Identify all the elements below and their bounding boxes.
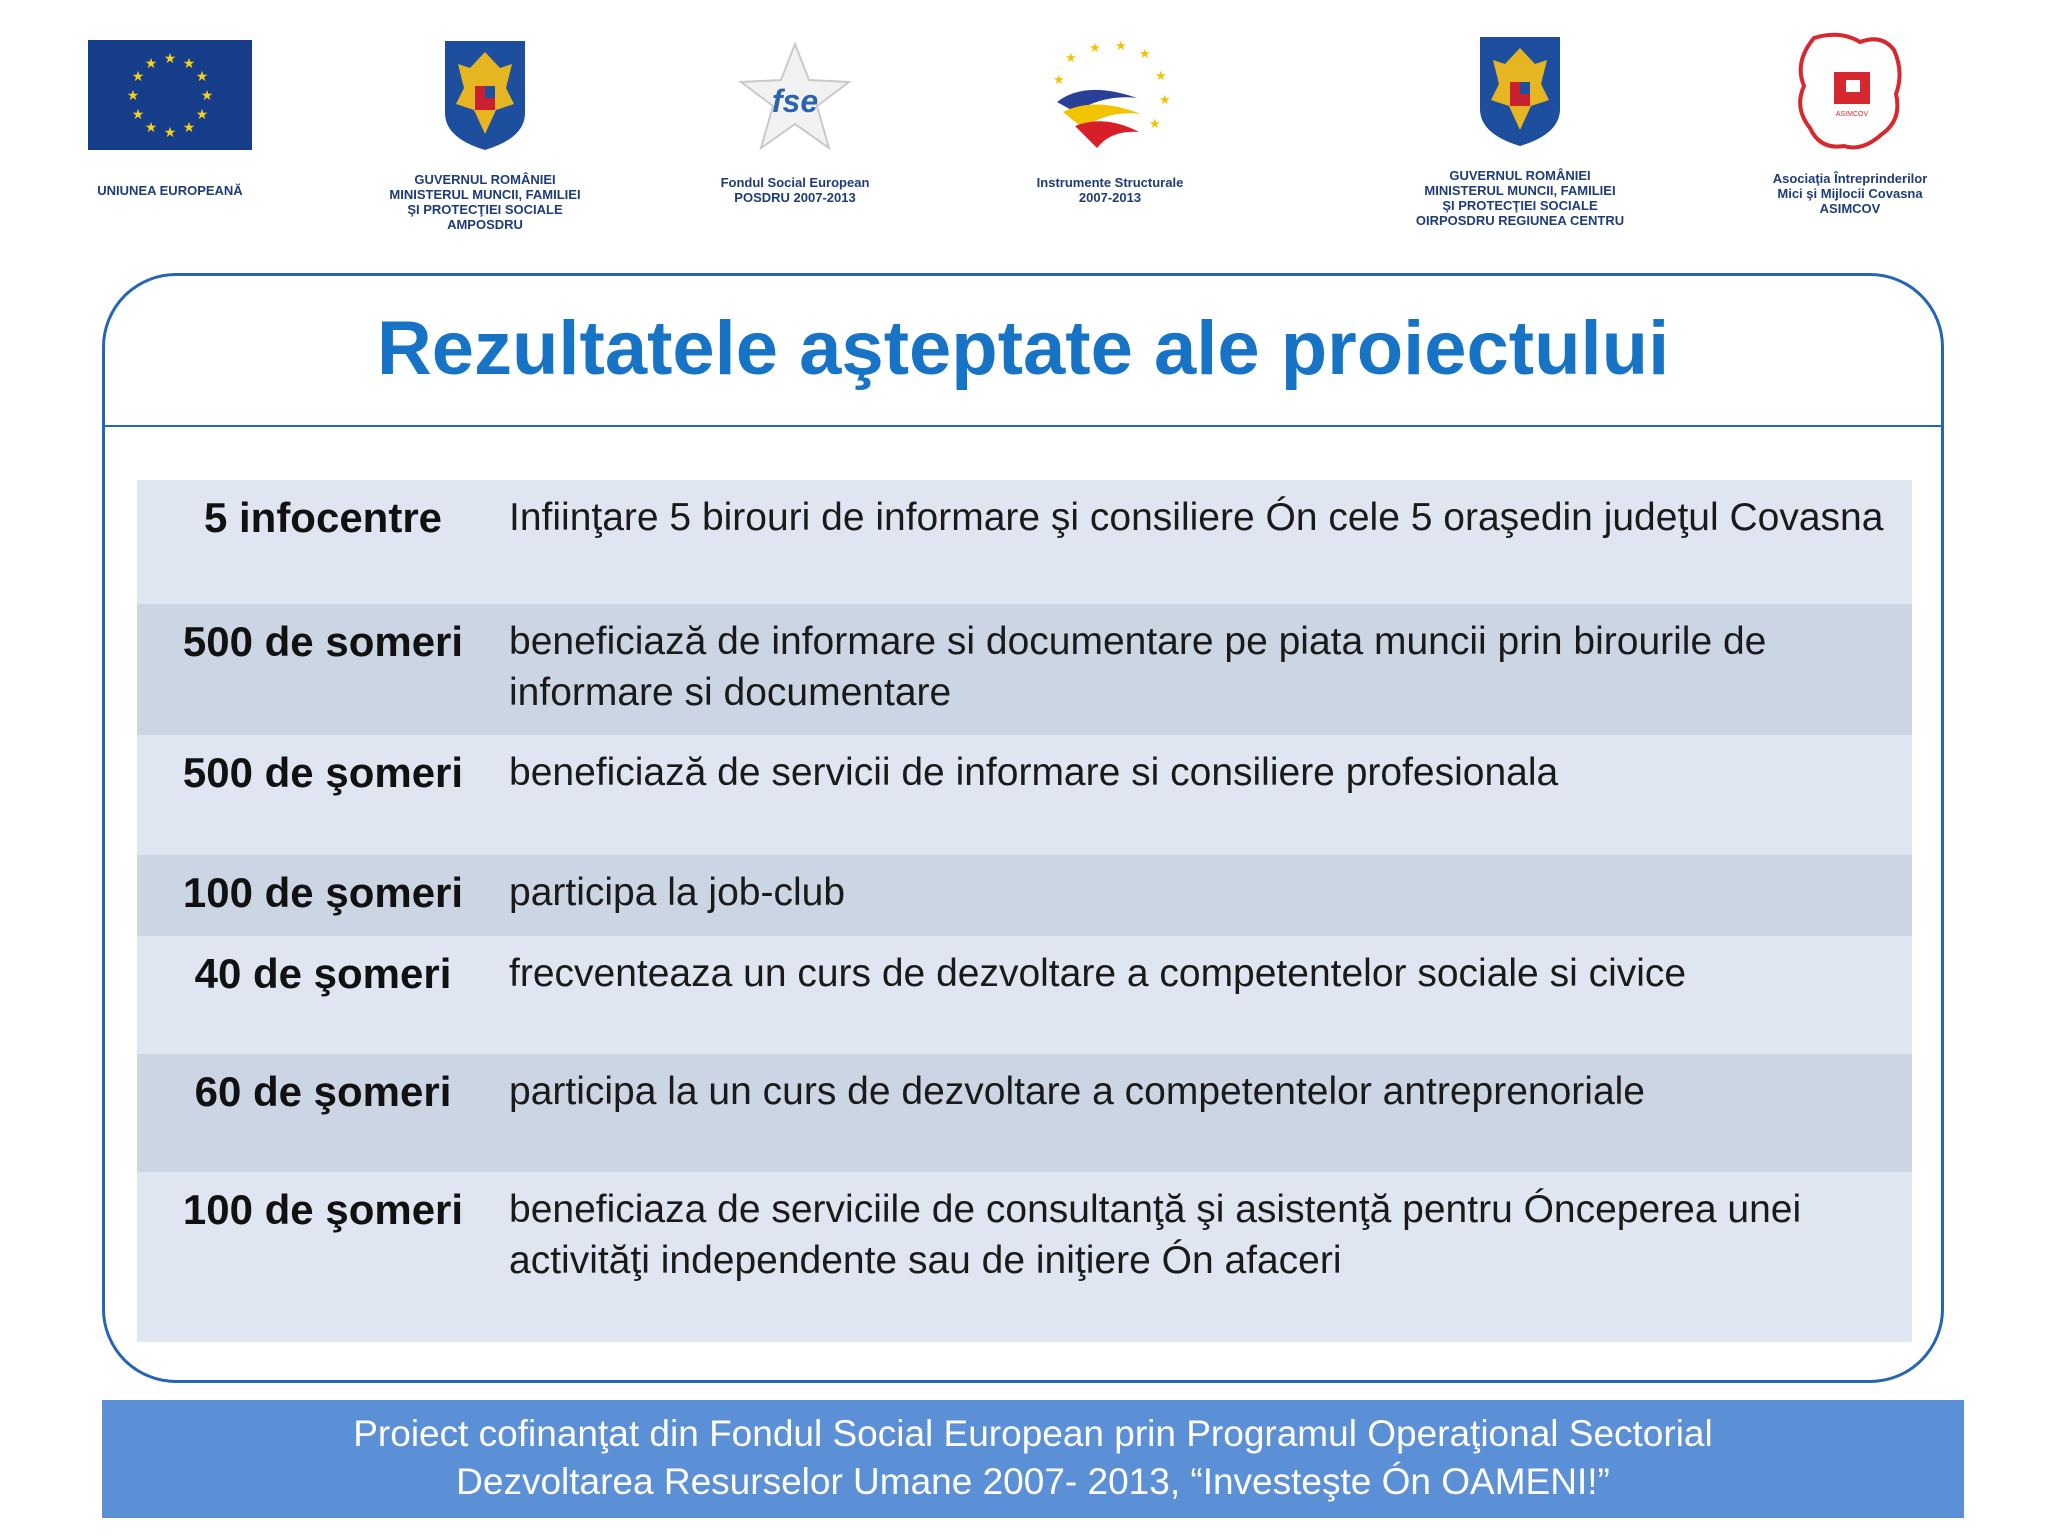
gov-logo-1	[360, 38, 610, 232]
row-value: beneficiază de informare si documentare pe piata muncii prin birourile de informare si documentare	[509, 620, 1767, 714]
table-row	[137, 604, 1912, 735]
svg-text:★: ★	[126, 88, 140, 104]
footer-banner	[102, 1400, 1964, 1518]
instrumente-structurale-logo	[990, 40, 1230, 205]
svg-text:★: ★	[1159, 93, 1171, 108]
svg-text:★: ★	[1053, 73, 1065, 88]
svg-text:★: ★	[1089, 41, 1101, 56]
row-key: 500 de someri	[182, 618, 464, 665]
gov2-caption: GUVERNUL ROMÂNIEI MINISTERUL MUNCII, FAMILIEI ŞI PROTECŢIEI SOCIALE OIRPOSDRU REGIUNEA CENTRU	[1415, 168, 1625, 228]
svg-text:★: ★	[163, 125, 177, 141]
covasna-map-icon	[1790, 28, 1910, 158]
table-row	[137, 480, 1912, 604]
asimcov-caption: Asociaţia Întreprinderilor Mici şi Mijlocii Covasna ASIMCOV	[1772, 171, 1928, 216]
row-key: 100 de şomeri	[182, 869, 464, 916]
svg-text:★: ★	[1065, 51, 1077, 66]
eu-flag-icon	[88, 40, 252, 150]
row-key: 60 de şomeri	[194, 1068, 452, 1115]
eu-caption: UNIUNEA EUROPEANĂ	[97, 183, 243, 198]
svg-text:★: ★	[1115, 40, 1127, 54]
svg-text:★: ★	[182, 56, 196, 72]
row-value: beneficiaza de serviciile de consultanţă şi asistenţă pentru Ónceperea unei activităţi independente sau de iniţiere Ón afaceri	[509, 1188, 1802, 1282]
row-key: 100 de şomeri	[182, 1186, 464, 1233]
results-table	[137, 480, 1912, 1342]
table-row	[137, 855, 1912, 936]
asimcov-logo-text: ASIMCOV	[1835, 111, 1869, 118]
fse-star-icon	[735, 40, 855, 160]
row-key: 5 infocentre	[203, 494, 443, 541]
svg-text:★: ★	[131, 107, 145, 123]
svg-text:★: ★	[195, 69, 209, 85]
svg-text:★: ★	[1149, 117, 1161, 132]
gov-logo-2	[1380, 34, 1660, 228]
row-value: participa la job-club	[509, 871, 846, 914]
row-key: 500 de şomeri	[182, 749, 464, 796]
svg-text:★: ★	[1139, 47, 1151, 62]
footer-line-1: Proiect cofinanţat din Fondul Social European prin Programul Operaţional Sectorial	[353, 1413, 1713, 1454]
table-row	[137, 735, 1912, 855]
row-value: Infiinţare 5 birouri de informare şi consiliere Ón cele 5 oraşedin judeţul Covasna	[509, 496, 1884, 539]
row-value: beneficiază de servicii de informare si consiliere profesionala	[509, 751, 1559, 794]
svg-text:★: ★	[182, 120, 196, 136]
svg-text:★: ★	[144, 120, 158, 136]
fse-caption: Fondul Social European POSDRU 2007-2013	[720, 175, 870, 205]
svg-text:★: ★	[1155, 69, 1167, 84]
gov1-caption: GUVERNUL ROMÂNIEI MINISTERUL MUNCII, FAMILIEI ŞI PROTECŢIEI SOCIALE AMPOSDRU	[389, 172, 581, 232]
structural-instruments-icon	[1045, 40, 1175, 160]
svg-text:★: ★	[195, 107, 209, 123]
svg-text:★: ★	[200, 88, 214, 104]
fse-logo-text: fse	[771, 83, 819, 119]
svg-text:★: ★	[131, 69, 145, 85]
row-value: participa la un curs de dezvoltare a competentelor antreprenoriale	[509, 1070, 1645, 1113]
table-row	[137, 1054, 1912, 1172]
asimcov-logo	[1740, 28, 1960, 216]
coat-of-arms-icon	[1477, 34, 1563, 149]
page-title: Rezultatele aşteptate ale proiectului	[376, 306, 1670, 391]
svg-text:★: ★	[163, 51, 177, 67]
table-row	[137, 936, 1912, 1054]
row-key: 40 de şomeri	[194, 950, 452, 997]
logo-strip	[0, 0, 2048, 250]
title-divider	[104, 425, 1942, 427]
row-value: frecventeaza un curs de dezvoltare a competentelor sociale si civice	[509, 952, 1687, 995]
eu-logo	[60, 40, 280, 198]
table-row	[137, 1172, 1912, 1342]
svg-text:★: ★	[144, 56, 158, 72]
fse-logo	[680, 40, 910, 205]
is-caption: Instrumente Structurale 2007-2013	[1036, 175, 1184, 205]
coat-of-arms-icon	[442, 38, 528, 153]
footer-line-2: Dezvoltarea Resurselor Umane 2007- 2013, “Investeşte Ón OAMENI!”	[456, 1461, 1610, 1502]
